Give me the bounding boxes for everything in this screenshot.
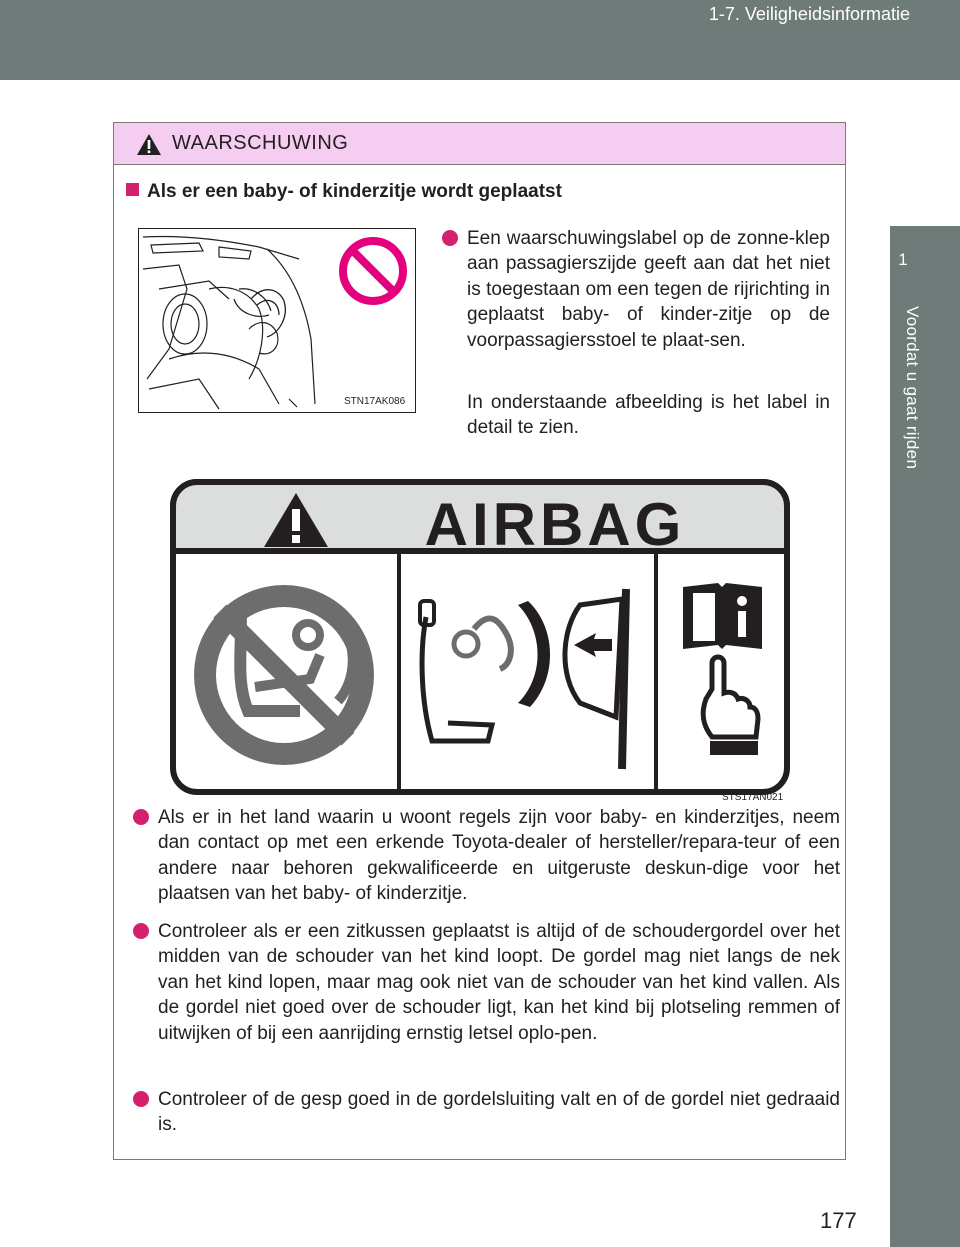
figure-sunvisor (138, 228, 416, 413)
bullet-text: Als er in het land waarin u woont regels zijn voor baby- en kinderzitjes, neem dan contact op met een erkende Toyota-dealer of hersteller/repara-teur of een andere naar behoren gekwalificeerde en uitgeruste deskun-dige voor het plaatsen van het baby- of kinderzitje. (158, 807, 840, 905)
warning-triangle-icon (136, 133, 162, 156)
bullet-dot-icon (133, 1091, 149, 1107)
bullet-text: In onderstaande afbeelding is het label in detail te zien. (467, 392, 830, 439)
section-heading (126, 181, 562, 203)
airbag-warning-label (170, 479, 790, 801)
bullet-paragraph (158, 919, 840, 1046)
tab-marker (955, 622, 958, 625)
bullet-text: Een waarschuwingslabel op de zonne-klep aan passagierszijde geeft aan dat het niet is toegestaan om een tegen de rijrichting in geplaatst baby- of kinder-zitje op de voorpassagiersstoel te plaat-sen. (467, 228, 830, 351)
airbag-label-title: AIRBAG (424, 491, 686, 558)
prohibited-sign-icon (343, 241, 403, 301)
breadcrumb: 1-7. Veiligheidsinformatie (708, 4, 910, 24)
square-bullet-icon (126, 183, 139, 196)
bullet-paragraph (158, 1087, 840, 1138)
bullet-paragraph (158, 805, 840, 907)
bullet-text: Controleer als er een zitkussen geplaatst is altijd of de schoudergordel over het midden van de schouder van het kind loopt. De gordel mag niet langs de nek van het kind lopen, maar mag ook niet van de schouder van het kind vallen. Als de gordel niet goed over de schouder ligt, kan het kind bij plotseling remmen of uitwijken of bij een aanrijding ernstig letsel oplo-pen. (158, 921, 840, 1044)
header-bar (0, 0, 960, 80)
chapter-side-tab[interactable] (890, 226, 960, 1247)
figure-caption: STN17AK086 (344, 396, 406, 407)
car-interior-illustration (139, 229, 414, 411)
warning-header (114, 123, 845, 165)
bullet-dot-icon (133, 923, 149, 939)
chapter-title: Voordat u gaat rijden (903, 306, 922, 470)
bullet-paragraph (467, 226, 830, 353)
bullet-paragraph-continued (467, 390, 830, 441)
no-child-seat-icon (194, 585, 374, 765)
section-heading-text: Als er een baby- of kinderzitje wordt geplaatst (147, 181, 562, 202)
page-number: 177 (820, 1208, 857, 1233)
chapter-number: 1 (898, 250, 908, 269)
warning-title: WAARSCHUWING (172, 132, 349, 154)
bullet-dot-icon (133, 809, 149, 825)
bullet-dot-icon (442, 230, 458, 246)
figure-caption: STS17AN021 (722, 792, 784, 803)
warning-box (113, 122, 846, 1160)
bullet-text: Controleer of de gesp goed in de gordelsluiting valt en of de gordel niet gedraaid is. (158, 1089, 840, 1136)
